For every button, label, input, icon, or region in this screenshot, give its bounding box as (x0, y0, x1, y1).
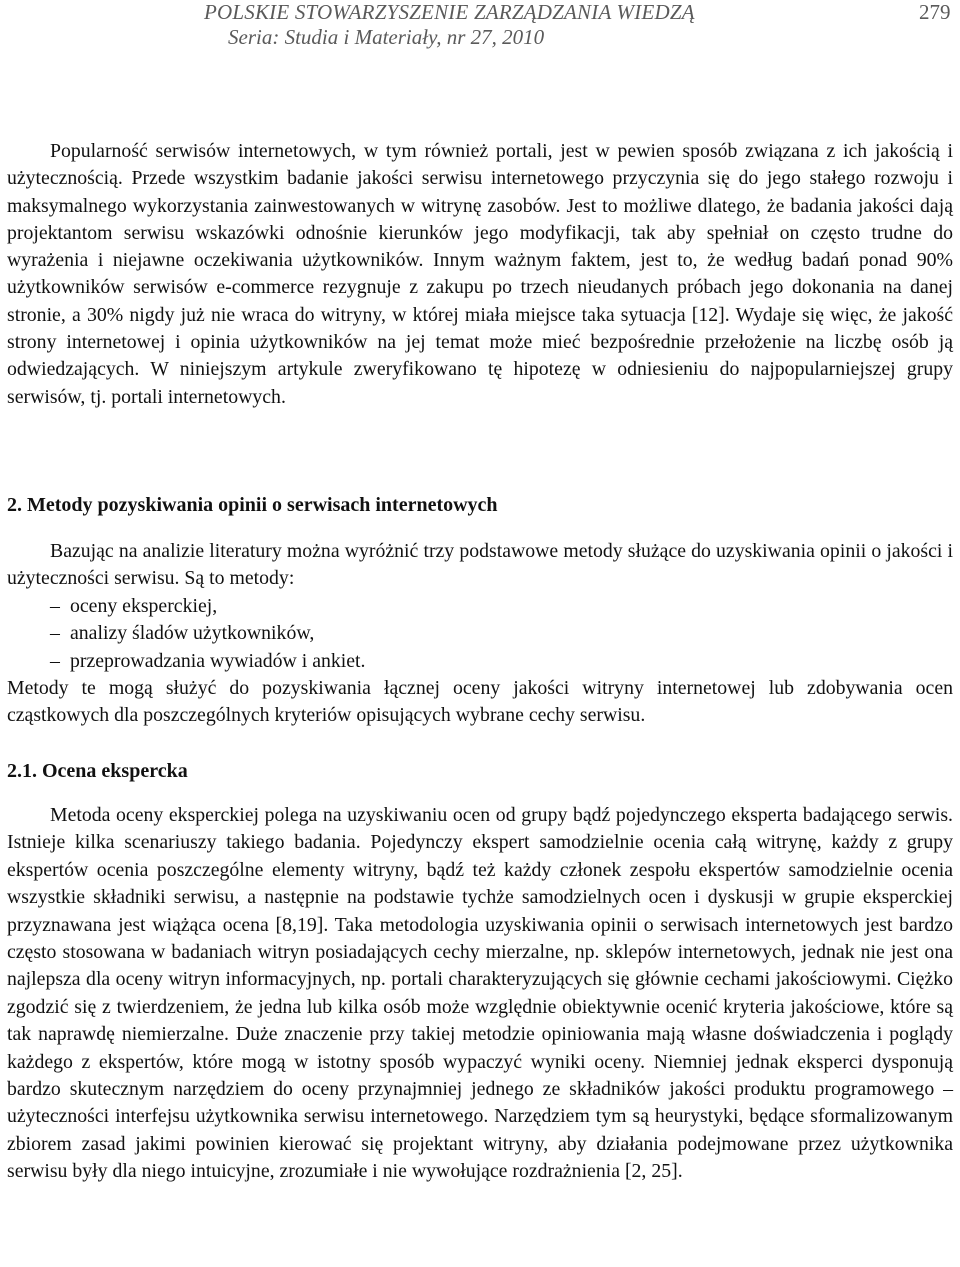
section-2-heading: 2. Metody pozyskiwania opinii o serwisach internetowych (7, 494, 498, 516)
series-title: Seria: Studia i Materiały, nr 27, 2010 (228, 25, 545, 49)
list-item: – przeprowadzania wywiadów i ankiet. (50, 648, 953, 675)
section-2-1-body (7, 802, 953, 1186)
journal-title: POLSKIE STOWARZYSZENIE ZARZĄDZANIA WIEDZĄ (204, 0, 695, 24)
page-number: 279 (919, 0, 951, 24)
list-item: – analizy śladów użytkowników, (50, 620, 953, 647)
section-2-1-heading: 2.1. Ocena ekspercka (7, 760, 188, 782)
intro-section (7, 138, 953, 411)
intro-paragraph: Popularność serwisów internetowych, w tym również portali, jest w pewien sposób związana z ich jakością i użytecznością. Przede wszystkim badanie jakości serwisu internetowego przyczynia się do jego stałego rozwoju i maksymalnego wykorzystania zainwestowanych w witrynę zasobów. Jest to możliwe dlatego, że badania jakości dają projektantom serwisu wskazówki odnośnie kierunków jego modyfikacji, tak aby spełniał on często trudne do wyrażenia i niejawne oczekiwania użytkowników. Innym ważnym faktem, jest to, że według badań ponad 90% użytkowników serwisów e-commerce rezygnuje z zakupu po trzech nieudanych próbach jego dokonania na danej stronie, a 30% nigdy już nie wraca do witryny, w której miała miejsce taka sytuacja [12]. Wydaje się więc, że jakość strony internetowej i opinia użytkowników na jej temat może mieć bezpośrednie przełożenie na liczbę osób ją odwiedzających. W niniejszym artykule zweryfikowano tę hipotezę w odniesieniu do najpopularniejszej grupy serwisów, tj. portali internetowych. (7, 140, 953, 408)
section-2-body (7, 538, 953, 730)
dash-marker: – (50, 622, 60, 645)
section-2-closing: Metody te mogą służyć do pozyskiwania łącznej oceny jakości witryny internetowej lub zdobywania ocen cząstkowych dla poszczególnych kryteriów opisujących wybrane cechy serwisu. (7, 677, 953, 727)
list-item: – oceny eksperckiej, (50, 593, 953, 620)
section-2-1-paragraph: Metoda oceny eksperckiej polega na uzyskiwaniu ocen od grupy bądź pojedynczego eksperta badającego serwis. Istnieje kilka scenariuszy takiego badania. Pojedynczy ekspert samodzielnie ocenia całą witrynę, każdy z grupy ekspertów ocenia poszczególne elementy witryny, bądź też każdy członek zespołu ekspertów samodzielnie ocenia wszystkie składniki serwisu, a następnie na podstawie tychże samodzielnych ocen i dyskusji w grupie eksperckiej przyznawana jest wiążąca ocena [8,19]. Taka metodologia uzyskiwania opinii o serwisach internetowych jest bardzo często stosowana w badaniach witryn posiadających cechy mierzalne, np. sklepów internetowych, jednak nie jest ona najlepsza dla oceny witryn informacyjnych, np. portali charakteryzujących się głównie cechami jakościowymi. Ciężko zgodzić się z twierdzeniem, że jedna lub kilka osób może względnie obiektywnie ocenić kryteria jakościowe, które są tak naprawdę niemierzalne. Duże znaczenie przy takiej metodzie opiniowania mają własne doświadczenia i poglądy każdego z ekspertów, które mogą w istotny sposób wypaczyć wyniki oceny. Niemniej jednak eksperci dysponują bardzo skutecznym narzędziem do oceny przynajmniej jednego ze składników jakości produktu programowego – użyteczności interfejsu użytkownika serwisu internetowego. Narzędziem tym są heurystyki, będące sformalizowanym zbiorem zasad jakimi powinien kierować się projektant witryny, aby działania podejmowane przez użytkownika serwisu były dla niego intuicyjne, zrozumiałe i nie wywołujące rozdrażnienia [2, 25]. (7, 804, 953, 1183)
running-header (0, 0, 960, 60)
dash-marker: – (50, 594, 60, 617)
section-2-lead: Bazując na analizie literatury można wyróżnić trzy podstawowe metody służące do uzyskiwania opinii o jakości i użyteczności serwisu. Są to metody: (7, 540, 953, 590)
methods-list (7, 593, 953, 675)
dash-marker: – (50, 649, 60, 672)
